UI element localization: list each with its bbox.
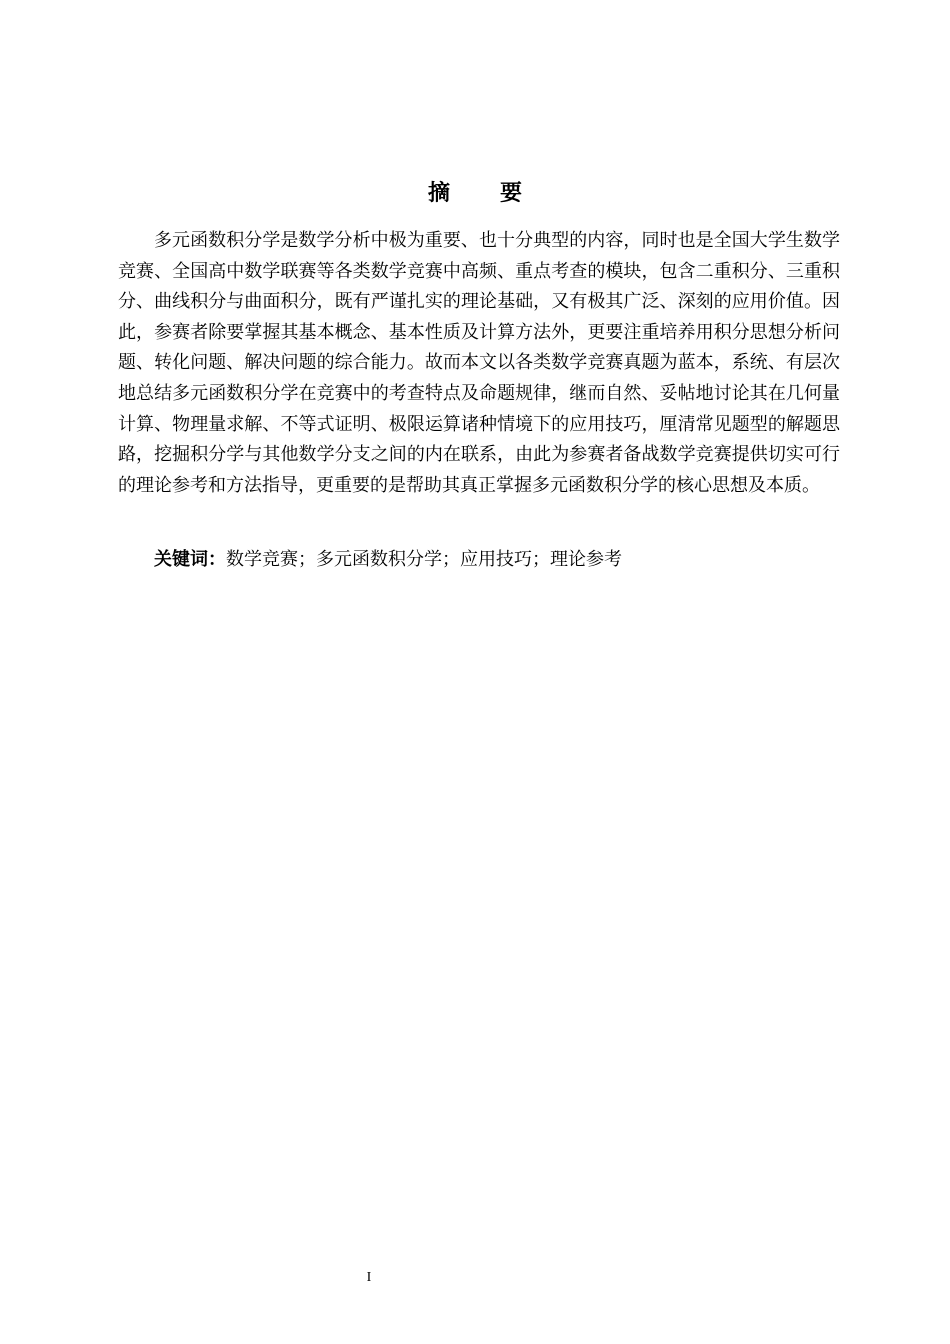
keywords-line (118, 545, 840, 575)
page-title: 摘要 (427, 181, 572, 206)
page-number: I (366, 1270, 372, 1285)
keywords-label: 关键词： (154, 549, 226, 570)
abstract-paragraph: 多元函数积分学是数学分析中极为重要、也十分典型的内容，同时也是全国大学生数学竞赛、全国高中数学联赛等各类数学竞赛中高频、重点考查的模块，包含二重积分、三重积分、曲线积分与曲面积分，既有严谨扎实的理论基础，又有极其广泛、深刻的应用价值。因此，参赛者除要掌握其基本概念、基本性质及计算方法外，更要注重培养用积分思想分析问题、转化问题、解决问题的综合能力。故而本文以各类数学竞赛真题为蓝本，系统、有层次地总结多元函数积分学在竞赛中的考查特点及命题规律，继而自然、妥帖地讨论其在几何量计算、物理量求解、不等式证明、极限运算诸种情境下的应用技巧，厘清常见题型的解题思路，挖掘积分学与其他数学分支之间的内在联系，由此为参赛者备战数学竞赛提供切实可行的理论参考和方法指导，更重要的是帮助其真正掌握多元函数积分学的核心思想及本质。 (118, 230, 840, 496)
keywords-text: 数学竞赛；多元函数积分学；应用技巧；理论参考 (226, 549, 622, 570)
